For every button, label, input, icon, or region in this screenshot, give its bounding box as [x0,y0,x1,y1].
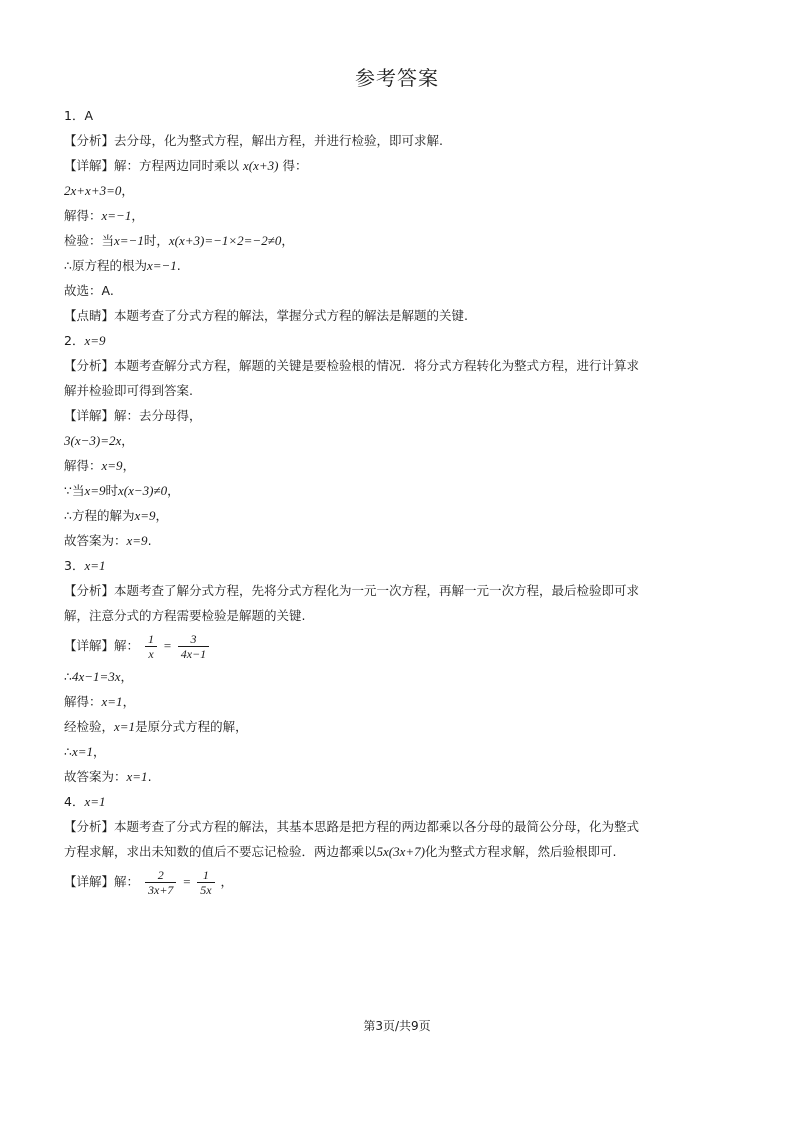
fraction-line-4 [64,864,734,900]
line-text: 3． [64,558,85,573]
text-line [64,153,734,178]
line-text: 解得： [64,458,102,473]
denominator: 3x+7 [148,883,174,897]
math-expression: 2x+x+3=0 [64,183,122,198]
text-line [64,714,734,739]
line-text: 【分析】本题考查了解分式方程，先将分式方程化为一元一次方程，再解一元一次方程，最后检验即可求 [64,583,640,598]
line-text: 解得： [64,208,102,223]
text-line [64,253,734,278]
math-expression: x(x+3) [242,158,279,173]
text-line [64,128,734,153]
line-text: ， [122,458,136,473]
equals-sign: = [162,638,172,653]
text-line [64,689,734,714]
text-line [64,403,734,428]
math-expression: x=1 [84,558,106,573]
line-text: ， [93,744,106,759]
text-line [64,378,734,403]
line-text: 故答案为： [64,769,127,784]
equals-sign: = [182,874,192,889]
line-text: 1．A [64,108,94,123]
line-text: 【分析】本题考查了分式方程的解法，其基本思路是把方程的两边都乘以各分母的最简公分母，化为整式 [64,819,640,834]
line-text: 故答案为： [64,533,127,548]
answer-block-b [64,664,734,864]
line-suffix: ， [220,874,234,889]
text-line [64,453,734,478]
page-number: 第3页/共9页 [363,1019,431,1033]
line-text: ∴原方程的根为 [64,258,147,273]
text-line [64,839,734,864]
math-expression: x(x+3)=−1×2=−2≠0 [168,233,282,248]
line-text: ， [155,508,169,523]
math-expression: x=−1 [101,208,132,223]
line-text: 经检验， [64,719,115,734]
math-expression: 3(x−3)=2x [64,433,122,448]
fraction [178,632,209,661]
line-prefix: 【详解】解： [64,638,140,653]
math-expression: x(x−3)≠0 [118,483,168,498]
text-line [64,178,734,203]
math-expression: x=9 [101,458,123,473]
line-text: ∵当 [64,483,85,498]
math-expression: 5x(3x+7) [376,844,425,859]
math-expression: x=1 [101,694,123,709]
line-text: ， [131,208,144,223]
text-line [64,789,734,814]
math-expression: x=9 [84,483,106,498]
line-text: ， [167,483,180,498]
text-line [64,764,734,789]
text-line [64,203,734,228]
line-text: ， [122,694,136,709]
text-line [64,553,734,578]
line-text: 【点睛】本题考查了分式方程的解法，掌握分式方程的解法是解题的关键. [64,308,468,323]
answer-content [64,103,734,900]
text-line [64,528,734,553]
line-text: . [176,258,181,273]
line-text: . [147,769,152,784]
denominator: 5x [200,883,212,897]
line-text: ， [281,233,294,248]
line-text: ∴ [64,669,72,684]
math-expression: x=−1 [146,258,177,273]
line-text: ∴ [64,744,72,759]
math-expression: x=1 [126,769,148,784]
line-text: 检验：当 [64,233,115,248]
text-line [64,814,734,839]
text-line [64,353,734,378]
page-title: 参考答案 [355,66,439,90]
line-text: 【分析】去分母，化为整式方程，解出方程，并进行检验，即可求解. [64,133,443,148]
math-expression: 4x−1=3x [71,669,121,684]
line-text: 化为整式方程求解，然后验根即可. [425,844,617,859]
text-line [64,478,734,503]
text-line [64,578,734,603]
line-text: 故选：A. [64,283,114,298]
text-line [64,278,734,303]
line-text: 解得： [64,694,102,709]
line-text: 是原分式方程的解， [135,719,248,734]
numerator: 3 [178,632,209,647]
line-text: 4． [64,794,85,809]
text-line [64,328,734,353]
line-text: 2． [64,333,85,348]
fraction [145,868,176,897]
numerator: 1 [197,868,214,883]
math-expression: x=9 [134,508,156,523]
line-text: . [147,533,152,548]
text-line [64,428,734,453]
fraction [197,868,214,897]
answer-block-a [64,103,734,628]
math-expression: x=9 [126,533,148,548]
line-text: 【详解】解：去分母得， [64,408,202,423]
line-text: 方程求解，求出未知数的值后不要忘记检验．两边都乘以 [64,844,377,859]
text-line [64,228,734,253]
math-expression: x=1 [114,719,136,734]
line-text: 得： [278,158,308,173]
line-text: ， [121,433,134,448]
line-prefix: 【详解】解： [64,874,140,889]
math-expression: x=1 [84,794,106,809]
line-text: 时， [143,233,169,248]
fraction [145,632,157,661]
line-text: ∴方程的解为 [64,508,135,523]
text-line [64,303,734,328]
math-expression: x=9 [84,333,106,348]
denominator: x [148,647,154,661]
line-text: 解，注意分式的方程需要检验是解题的关键. [64,608,306,623]
line-text: 解并检验即可得到答案. [64,383,193,398]
line-text: 时 [105,483,119,498]
line-text: 【分析】本题考查解分式方程，解题的关键是要检验根的情况．将分式方程转化为整式方程，进行计算求 [64,358,640,373]
numerator: 2 [145,868,176,883]
line-text: 【详解】解：方程两边同时乘以 [64,158,243,173]
text-line [64,103,734,128]
text-line [64,603,734,628]
text-line [64,664,734,689]
text-line [64,739,734,764]
text-line [64,503,734,528]
line-text: ， [121,183,134,198]
numerator: 1 [145,632,157,647]
fraction-line-3 [64,628,734,664]
denominator: 4x−1 [180,647,207,661]
math-expression: x=1 [71,744,93,759]
line-text: ， [120,669,134,684]
math-expression: x=−1 [114,233,144,248]
